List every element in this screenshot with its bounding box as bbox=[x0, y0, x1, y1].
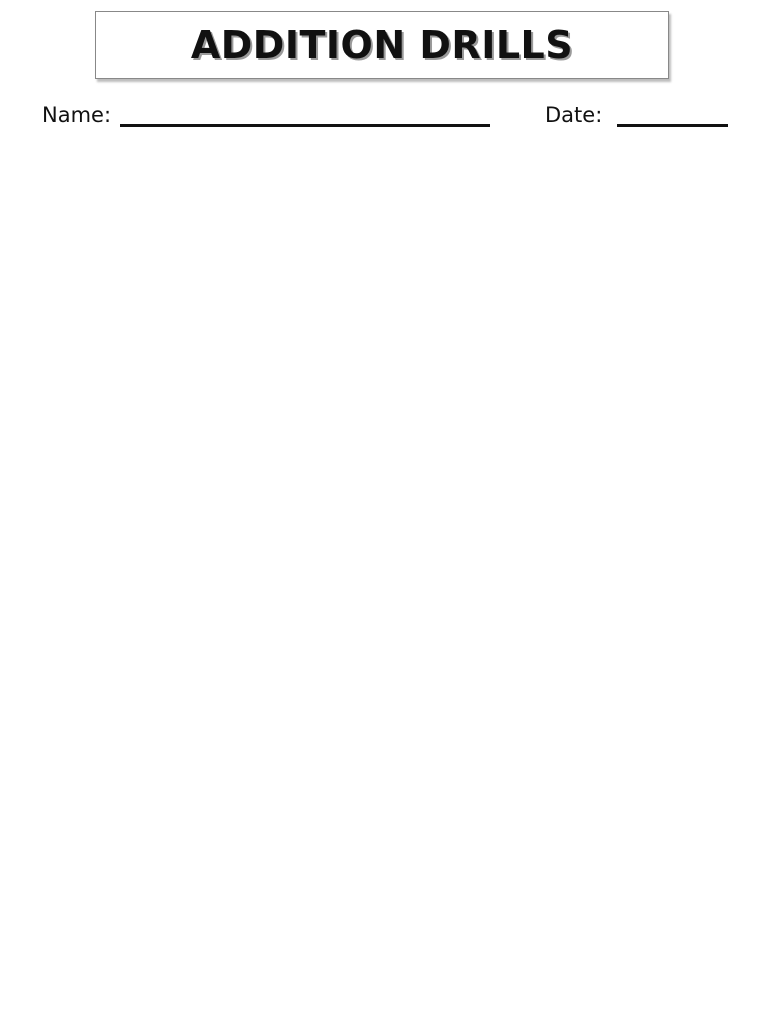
title-box bbox=[95, 11, 669, 79]
page-title: ADDITION DRILLS bbox=[190, 23, 574, 67]
name-label: Name: bbox=[42, 103, 112, 127]
date-label: Date: bbox=[545, 103, 603, 127]
name-field-line[interactable] bbox=[120, 124, 490, 127]
date-field-line[interactable] bbox=[617, 124, 728, 127]
